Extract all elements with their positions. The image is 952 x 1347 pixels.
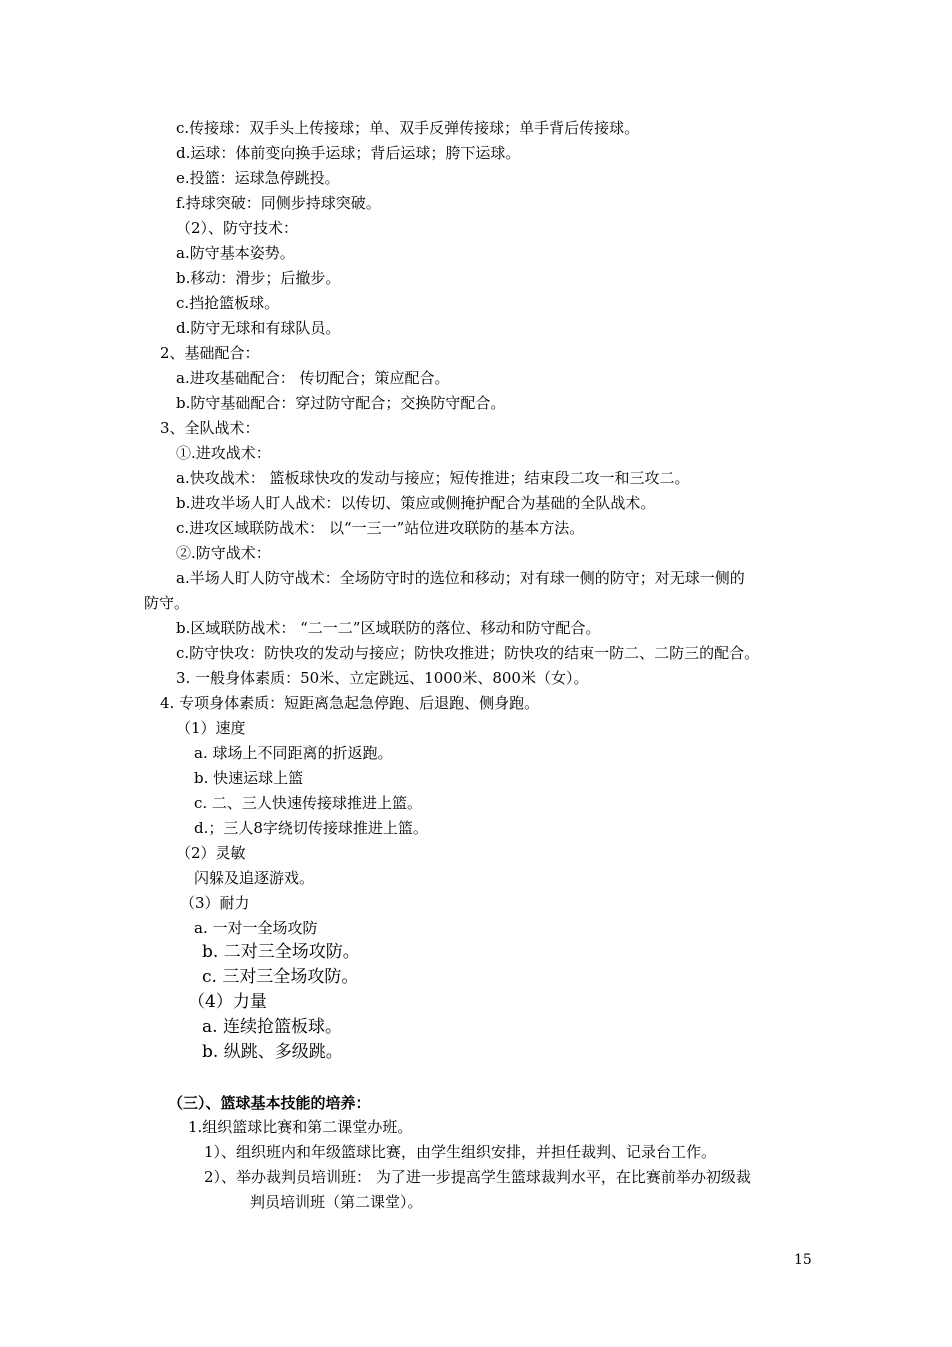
text-line: b.防守基础配合：穿过防守配合；交换防守配合。 [176,394,506,412]
text-line: 4. 专项身体素质：短距离急起急停跑、后退跑、侧身跑。 [160,694,540,712]
text-line: 1）、组织班内和年级篮球比赛，由学生组织安排，并担任裁判、记录台工作。 [204,1143,717,1161]
text-line: 3. 一般身体素质：50米、立定跳远、1000米、800米（女）。 [176,669,589,687]
text-line: 判员培训班（第二课堂）。 [250,1193,423,1211]
text-line: c. 三对三全场攻防。 [202,967,359,987]
text-line: d.防守无球和有球队员。 [176,319,341,337]
subheading: 2、基础配合： [160,344,260,362]
text-line: c.传接球：双手头上传接球；单、双手反弹传接球；单手背后传接球。 [176,119,640,137]
text-line: （3）耐力 [180,894,250,912]
text-line: 防守。 [144,594,190,612]
text-line: ①.进攻战术： [176,444,271,462]
section-heading: （三）、篮球基本技能的培养： [168,1094,371,1112]
text-line: c.防守快攻：防快攻的发动与接应；防快攻推进；防快攻的结束一防二、二防三的配合。 [176,644,760,662]
text-line: a.进攻基础配合： 传切配合；策应配合。 [176,369,450,387]
text-line: ②.防守战术： [176,544,271,562]
text-line: a.快攻战术： 篮板球快攻的发动与接应；短传推进；结束段二攻一和三攻二。 [176,469,690,487]
text-line: c. 二、三人快速传接球推进上篮。 [194,794,422,812]
text-line: f.持球突破：同侧步持球突破。 [176,194,381,212]
text-line: 闪躲及追逐游戏。 [194,869,315,887]
text-line: （4）力量 [188,992,267,1012]
text-line: a.防守基本姿势。 [176,244,295,262]
text-line: （2）灵敏 [176,844,246,862]
text-line: a. 一对一全场攻防 [194,919,318,937]
text-line: e.投篮：运球急停跳投。 [176,169,340,187]
text-line: b.移动：滑步；后撤步。 [176,269,341,287]
text-line: c.挡抢篮板球。 [176,294,280,312]
text-line: b.进攻半场人盯人战术：以传切、策应或侧掩护配合为基础的全队战术。 [176,494,656,512]
text-line: （1）速度 [176,719,246,737]
text-line: b. 快速运球上篮 [194,769,304,787]
text-line: b.区域联防战术： “二一二”区域联防的落位、移动和防守配合。 [176,619,601,637]
text-line: d.；三人8字绕切传接球推进上篮。 [194,819,428,837]
text-line: d.运球：体前变向换手运球；背后运球；胯下运球。 [176,144,521,162]
text-line: a. 连续抢篮板球。 [202,1017,342,1037]
page-number: 15 [794,1252,812,1268]
text-line: a.半场人盯人防守战术：全场防守时的选位和移动；对有球一侧的防守；对无球一侧的 [176,569,745,587]
subheading: 3、全队战术： [160,419,260,437]
text-line: a. 球场上不同距离的折返跑。 [194,744,393,762]
text-line: b. 纵跳、多级跳。 [202,1042,343,1062]
text-line: 2）、举办裁判员培训班： 为了进一步提高学生篮球裁判水平，在比赛前举办初级裁 [204,1168,751,1186]
text-line: c.进攻区域联防战术： 以“一三一”站位进攻联防的基本方法。 [176,519,585,537]
text-line: （2）、防守技术： [176,219,299,237]
text-line: b. 二对三全场攻防。 [202,942,360,962]
text-line: 1.组织篮球比赛和第二课堂办班。 [188,1118,413,1136]
